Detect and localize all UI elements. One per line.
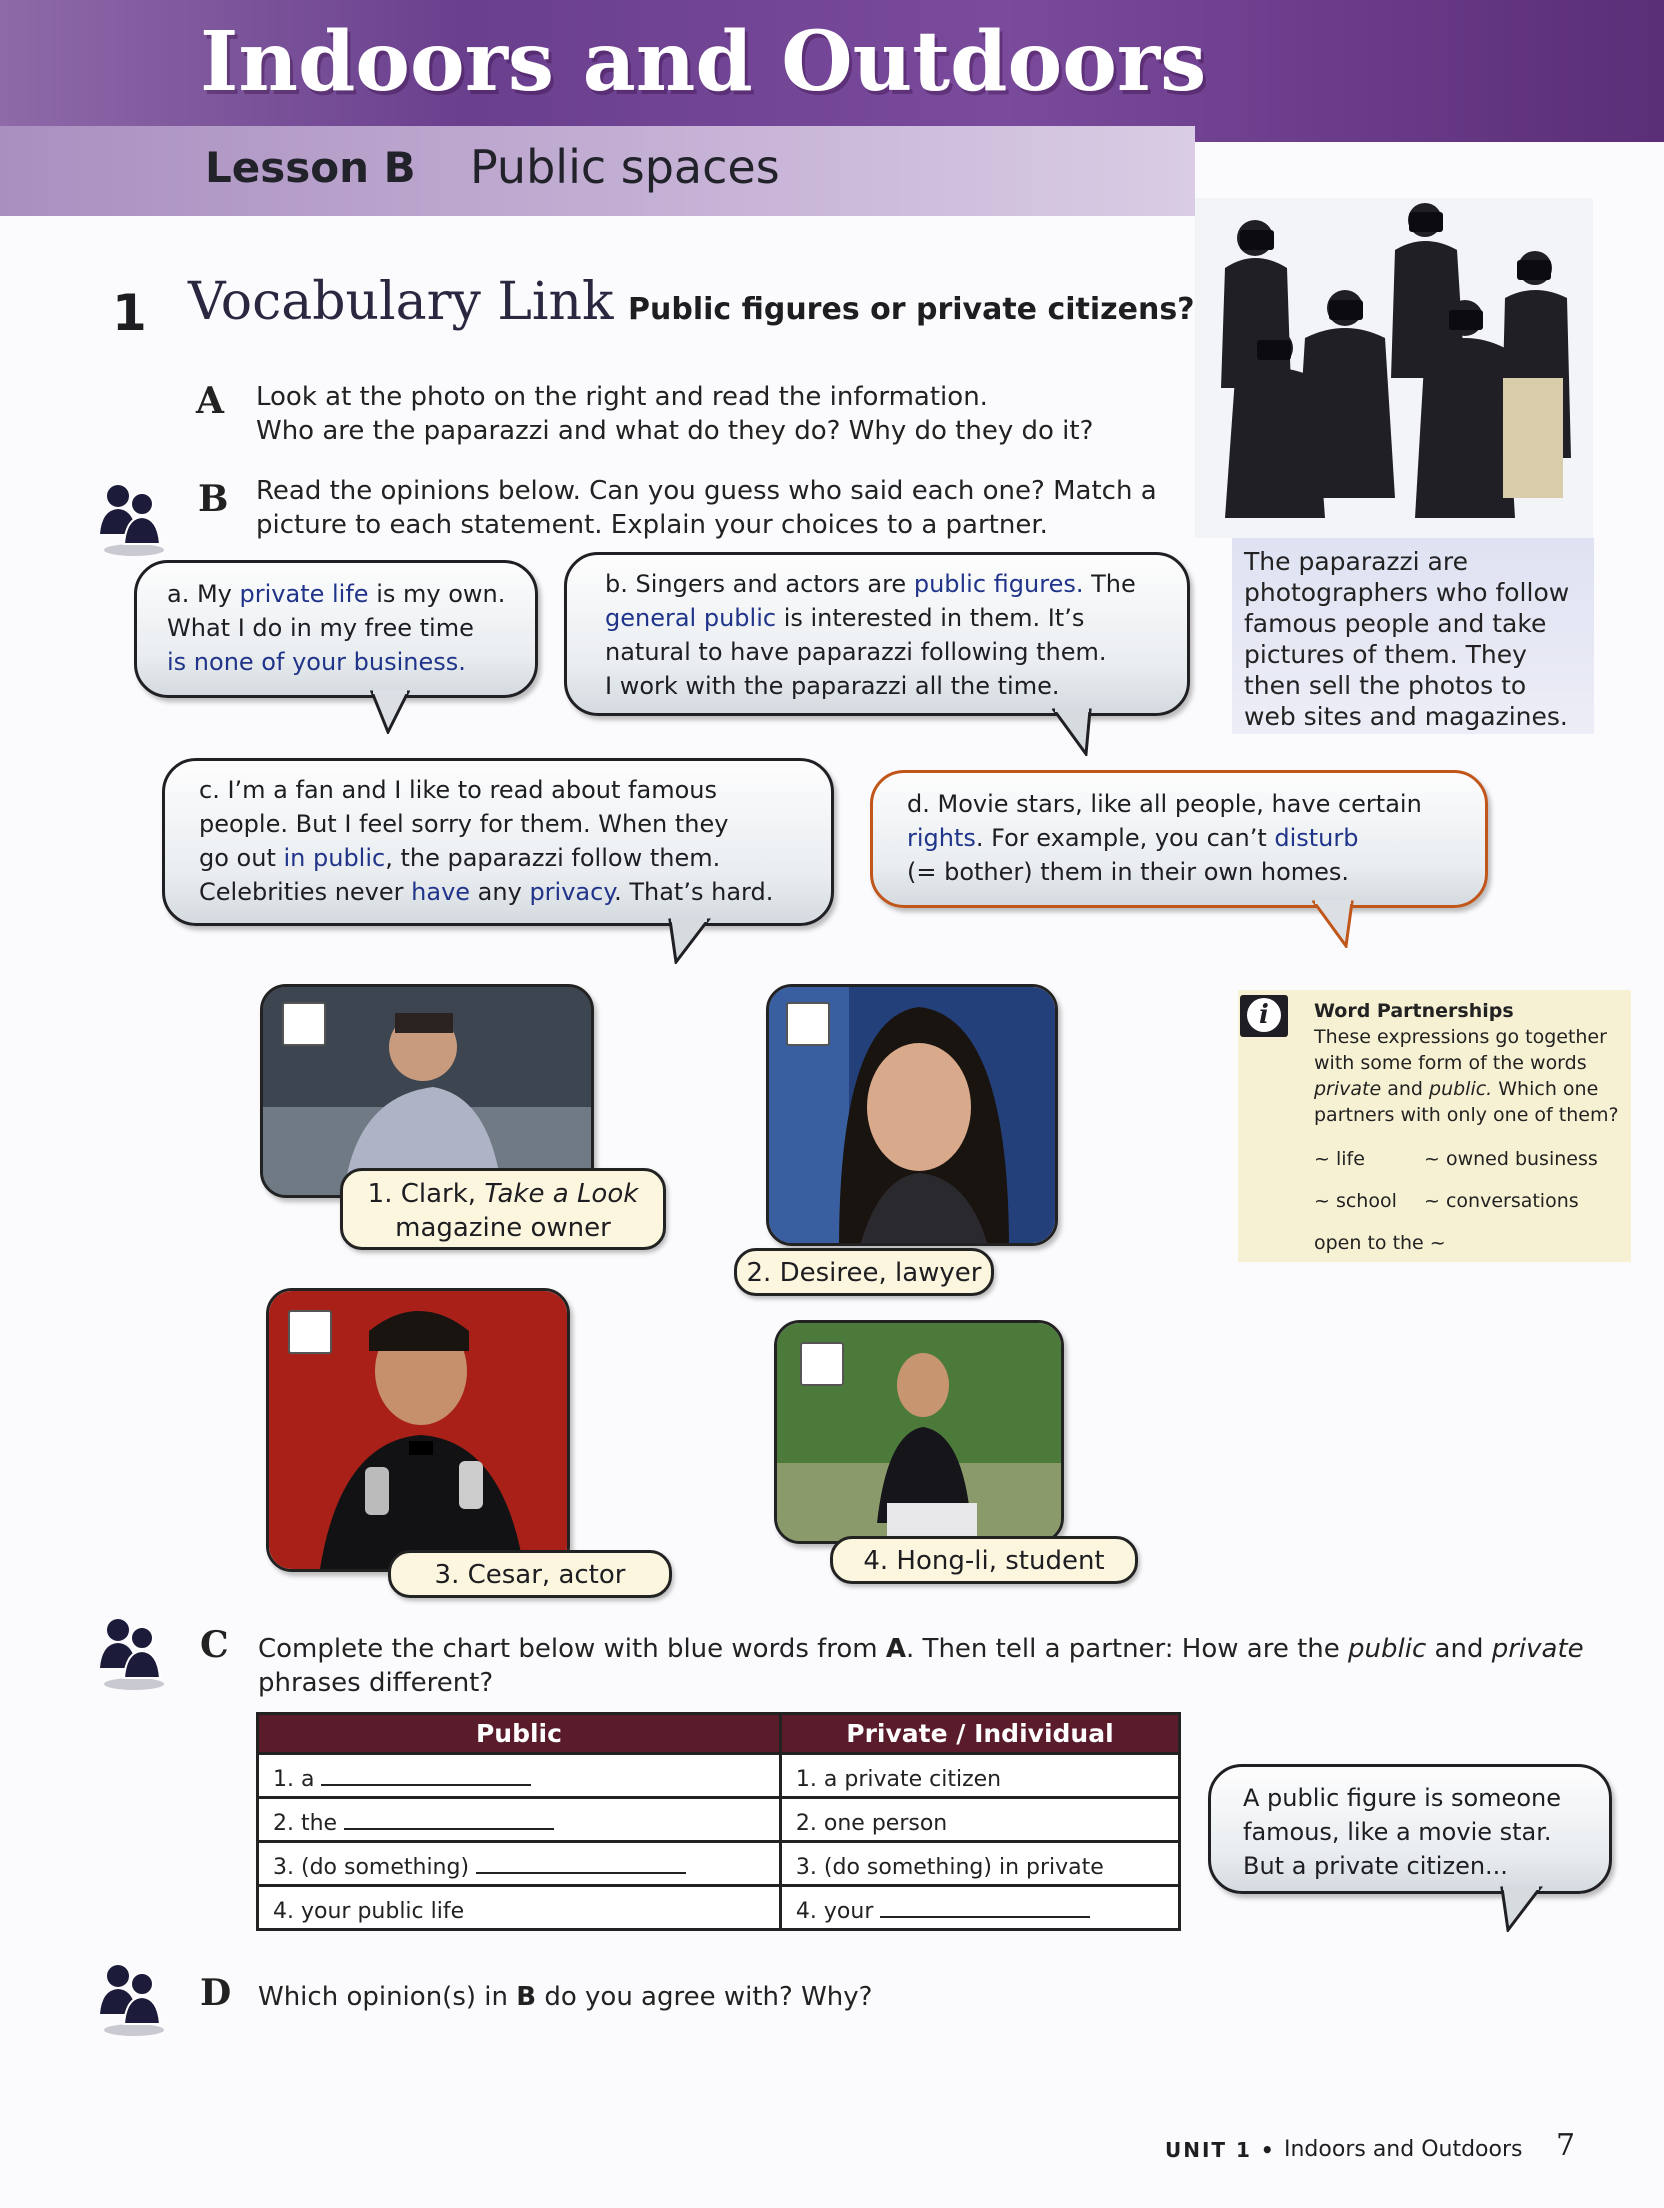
activity-c-instructions: Complete the chart below with blue words from A. Then tell a partner: How are the public and private phrases different? [258, 1634, 1584, 1698]
activity-b-line: Read the opinions below. Can you guess who said each one? Match a [256, 476, 1157, 506]
footer-unit: UNIT 1 • [1165, 2138, 1276, 2162]
bubble-text-segment: d. Movie stars, like all people, have certain [907, 790, 1422, 818]
bubble-a-text [167, 577, 519, 679]
paparazzi-photo [1195, 198, 1593, 538]
footer-title: Indoors and Outdoors [1284, 2137, 1523, 2162]
activity-a-instructions [256, 380, 1093, 448]
word-partnership-item: ~ life [1314, 1148, 1365, 1170]
bubble-a-tail [370, 690, 410, 734]
table-row [258, 1886, 1180, 1930]
picture-1-label-role: magazine owner [395, 1213, 611, 1243]
vocabulary-chart [256, 1712, 1181, 1931]
word-partnership-item: ~ school [1314, 1190, 1397, 1212]
chart-cell: 2. one person [780, 1798, 1179, 1842]
vocabulary-word: is none of your business. [167, 648, 466, 676]
picture-1-checkbox[interactable] [282, 1002, 326, 1046]
chart-cell: 1. a [258, 1754, 781, 1798]
picture-2-checkbox[interactable] [786, 1002, 830, 1046]
table-row [258, 1798, 1180, 1842]
bubble-c-text [199, 773, 817, 909]
example-bubble-tail [1500, 1886, 1544, 1932]
lesson-title: Public spaces [470, 140, 780, 194]
section-subtitle: Public figures or private citizens? [628, 292, 1195, 327]
answer-blank[interactable] [880, 1914, 1090, 1918]
picture-4-checkbox[interactable] [800, 1342, 844, 1386]
vocabulary-word: disturb [1274, 824, 1359, 852]
chart-header-private: Private / Individual [780, 1714, 1179, 1754]
unit-title: Indoors and Outdoors [200, 14, 1207, 110]
activity-c-letter: C [200, 1624, 229, 1666]
example-bubble-text: A public figure is someone famous, like a movie star. But a private citizen... [1243, 1784, 1561, 1880]
chart-header-public: Public [258, 1714, 781, 1754]
word-partnerships-instructions: These expressions go together with some form of the words private and public. Which one partners with only one of them? [1314, 1026, 1619, 1126]
bubble-text-segment: The [1091, 570, 1136, 598]
answer-blank[interactable] [344, 1826, 554, 1830]
vocabulary-word: privacy [529, 878, 615, 906]
activity-d-instructions: Which opinion(s) in B do you agree with? Why? [258, 1982, 873, 2012]
picture-3-label: 3. Cesar, actor [388, 1550, 672, 1598]
picture-1-label-name: 1. Clark, [367, 1179, 485, 1209]
page-number: 7 [1556, 2128, 1576, 2163]
example-bubble [1208, 1764, 1612, 1894]
bubble-text-segment: , the paparazzi follow them. Celebrities never [199, 844, 721, 906]
opinion-bubble-a [134, 560, 538, 698]
bubble-text-segment: any [470, 878, 530, 906]
chart-cell: 2. the [258, 1798, 781, 1842]
vocabulary-word: private life [239, 580, 369, 608]
activity-b-instructions [256, 474, 1157, 542]
opinion-bubble-d [870, 770, 1488, 908]
section-title: Vocabulary Link [188, 272, 614, 332]
chart-cell: 3. (do something) in private [780, 1842, 1179, 1886]
vocabulary-word: rights [907, 824, 976, 852]
pair-work-icon [94, 1958, 170, 2038]
chart-cell: 4. your [780, 1886, 1179, 1930]
chart-cell: 3. (do something) [258, 1842, 781, 1886]
bubble-text-segment: . For example, you can’t [975, 824, 1275, 852]
word-partnerships-text [1314, 998, 1630, 1128]
picture-2-label: 2. Desiree, lawyer [734, 1248, 994, 1296]
bubble-text-segment: b. Singers and actors are [605, 570, 914, 598]
vocabulary-word: in public [283, 844, 386, 872]
word-partnership-item: ~ owned business [1424, 1148, 1598, 1170]
answer-blank[interactable] [321, 1782, 531, 1786]
bubble-text-segment: . That’s hard. [614, 878, 774, 906]
paparazzi-caption: The paparazzi are photographers who follow famous people and take pictures of them. They then sell the photos to web sites and magazines. [1232, 538, 1594, 734]
activity-b-letter: B [198, 478, 229, 520]
activity-a-line: Who are the paparazzi and what do they do? Why do they do it? [256, 416, 1094, 446]
picture-3-checkbox[interactable] [288, 1310, 332, 1354]
opinion-bubble-c [162, 758, 834, 926]
vocabulary-word: general public [605, 604, 777, 632]
word-partnership-item: ~ conversations [1424, 1190, 1579, 1212]
chart-cell: 1. a private citizen [780, 1754, 1179, 1798]
bubble-text-segment: is my own. What I do in my free time [167, 580, 506, 642]
bubble-b-text [605, 567, 1173, 703]
lesson-label: Lesson B [205, 143, 416, 192]
bubble-d-text [907, 787, 1471, 889]
activity-a-letter: A [196, 380, 224, 422]
picture-4-label: 4. Hong-li, student [830, 1536, 1138, 1584]
activity-a-line: Look at the photo on the right and read the information. [256, 382, 988, 412]
bubble-d-tail [1312, 900, 1356, 948]
chart-cell: 4. your public life [258, 1886, 781, 1930]
bubble-text-segment: c. I’m a fan and I like to read about famous people. But I feel sorry for them. When they go out [199, 776, 729, 872]
opinion-bubble-b [564, 552, 1190, 716]
info-icon: i [1240, 995, 1288, 1037]
table-row [258, 1842, 1180, 1886]
activity-b-line: picture to each statement. Explain your choices to a partner. [256, 510, 1048, 540]
table-row [258, 1754, 1180, 1798]
vocabulary-word: have [411, 878, 471, 906]
picture-1-label-magazine: Take a Look [484, 1179, 639, 1209]
word-partnerships-title: Word Partnerships [1314, 1000, 1514, 1022]
pair-work-icon [94, 478, 170, 558]
vocabulary-word: public figures. [913, 570, 1084, 598]
bubble-text-segment: a. My [167, 580, 240, 608]
word-partnership-item: open to the ~ [1314, 1232, 1446, 1254]
bubble-text-segment: (= bother) them in their own homes. [907, 858, 1350, 886]
activity-d-letter: D [200, 1972, 232, 2014]
bubble-text-segment: is interested in them. It’s natural to have paparazzi following them. I work with the paparazzi all the time. [605, 604, 1107, 700]
answer-blank[interactable] [476, 1870, 686, 1874]
section-number: 1 [112, 284, 147, 342]
bubble-c-tail [668, 918, 712, 964]
pair-work-icon [94, 1612, 170, 1692]
picture-1-label [340, 1168, 666, 1250]
bubble-b-tail [1052, 708, 1092, 756]
